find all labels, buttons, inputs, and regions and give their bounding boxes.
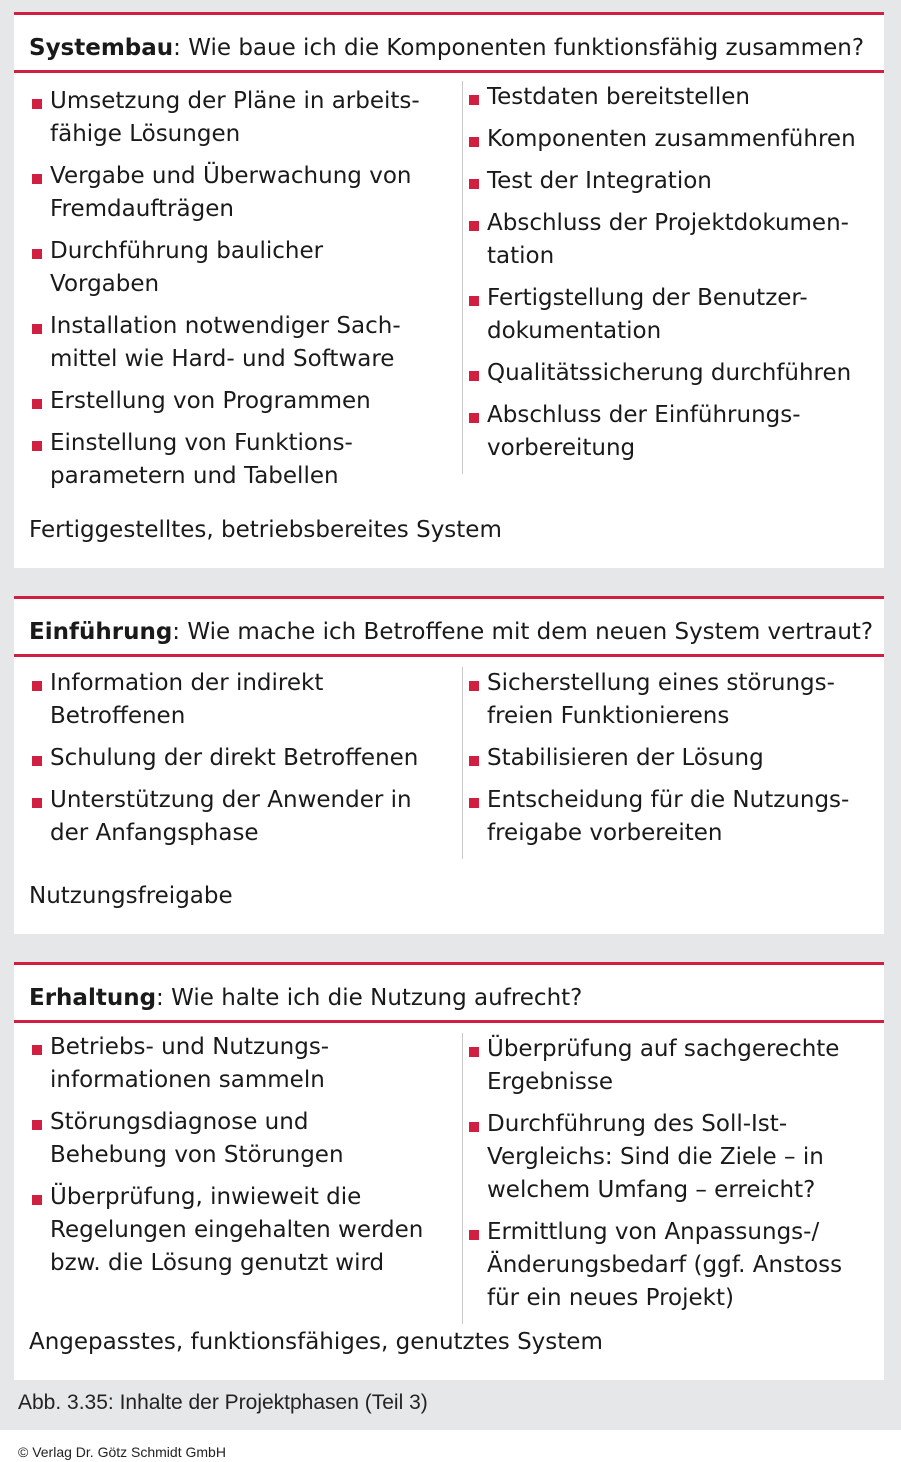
phase-header bbox=[14, 15, 884, 73]
activity-list bbox=[32, 85, 452, 493]
phase-header bbox=[14, 965, 884, 1023]
activity-list bbox=[469, 667, 872, 850]
list-item: Test der Integration bbox=[469, 165, 872, 198]
list-item: Umsetzung der Pläne in arbeits- fähige Lösungen bbox=[32, 85, 452, 151]
list-item: Qualitätssicherung durchführen bbox=[469, 357, 872, 390]
list-item: Durchführung des Soll-Ist- Vergleichs: Sind die Ziele – in welchem Umfang – erreicht? bbox=[469, 1108, 872, 1207]
phase-result: Nutzungsfreigabe bbox=[29, 883, 233, 909]
left-column bbox=[32, 1031, 452, 1289]
list-item: Information der indirekt Betroffenen bbox=[32, 667, 452, 733]
activity-list bbox=[32, 1031, 452, 1280]
right-column bbox=[462, 1033, 872, 1324]
list-item: Erstellung von Programmen bbox=[32, 385, 452, 418]
list-item: Überprüfung auf sachgerechte Ergebnisse bbox=[469, 1033, 872, 1099]
activity-list bbox=[469, 1033, 872, 1315]
phase-question: : Wie baue ich die Komponenten funktionsfähig zusammen? bbox=[173, 35, 865, 61]
list-item: Durchführung baulicher Vorgaben bbox=[32, 235, 452, 301]
phase-title: Erhaltung bbox=[29, 985, 157, 1011]
list-item: Abschluss der Einführungs- vorbereitung bbox=[469, 399, 872, 465]
list-item: Betriebs- und Nutzungs- informationen sammeln bbox=[32, 1031, 452, 1097]
phase-question: : Wie halte ich die Nutzung aufrecht? bbox=[156, 985, 583, 1011]
list-item: Ermittlung von Anpassungs-/ Änderungsbedarf (ggf. Anstoss für ein neues Projekt) bbox=[469, 1216, 872, 1315]
list-item: Schulung der direkt Betroffenen bbox=[32, 742, 452, 775]
list-item: Einstellung von Funktions- parametern und Tabellen bbox=[32, 427, 452, 493]
phase-panel-einfuehrung bbox=[14, 596, 884, 934]
right-column bbox=[462, 81, 872, 474]
list-item: Fertigstellung der Benutzer- dokumentation bbox=[469, 282, 872, 348]
phase-result: Angepasstes, funktionsfähiges, genutztes System bbox=[29, 1329, 603, 1355]
phase-panel-systembau bbox=[14, 12, 884, 568]
activity-list bbox=[32, 667, 452, 850]
left-column bbox=[32, 667, 452, 859]
list-item: Überprüfung, inwieweit die Regelungen eingehalten werden bzw. die Lösung genutzt wird bbox=[32, 1181, 452, 1280]
list-item: Unterstützung der Anwender in der Anfangsphase bbox=[32, 784, 452, 850]
phase-result: Fertiggestelltes, betriebsbereites System bbox=[29, 517, 502, 543]
list-item: Abschluss der Projektdokumen- tation bbox=[469, 207, 872, 273]
activity-list bbox=[469, 81, 872, 465]
list-item: Vergabe und Überwachung von Fremdaufträgen bbox=[32, 160, 452, 226]
list-item: Installation notwendiger Sach- mittel wie Hard- und Software bbox=[32, 310, 452, 376]
left-column bbox=[32, 85, 452, 502]
phase-question: : Wie mache ich Betroffene mit dem neuen System vertraut? bbox=[172, 619, 874, 645]
list-item: Stabilisieren der Lösung bbox=[469, 742, 872, 775]
phase-panel-erhaltung bbox=[14, 962, 884, 1380]
copyright-notice: © Verlag Dr. Götz Schmidt GmbH bbox=[18, 1444, 226, 1460]
figure-caption: Abb. 3.35: Inhalte der Projektphasen (Teil 3) bbox=[18, 1391, 428, 1414]
list-item: Sicherstellung eines störungs- freien Funktionierens bbox=[469, 667, 872, 733]
list-item: Testdaten bereitstellen bbox=[469, 81, 872, 114]
phase-header bbox=[14, 599, 884, 657]
right-column bbox=[462, 667, 872, 859]
phase-title: Einführung bbox=[29, 619, 173, 645]
list-item: Entscheidung für die Nutzungs- freigabe vorbereiten bbox=[469, 784, 872, 850]
list-item: Komponenten zusammenführen bbox=[469, 123, 872, 156]
list-item: Störungsdiagnose und Behebung von Störungen bbox=[32, 1106, 452, 1172]
phase-title: Systembau bbox=[29, 35, 174, 61]
